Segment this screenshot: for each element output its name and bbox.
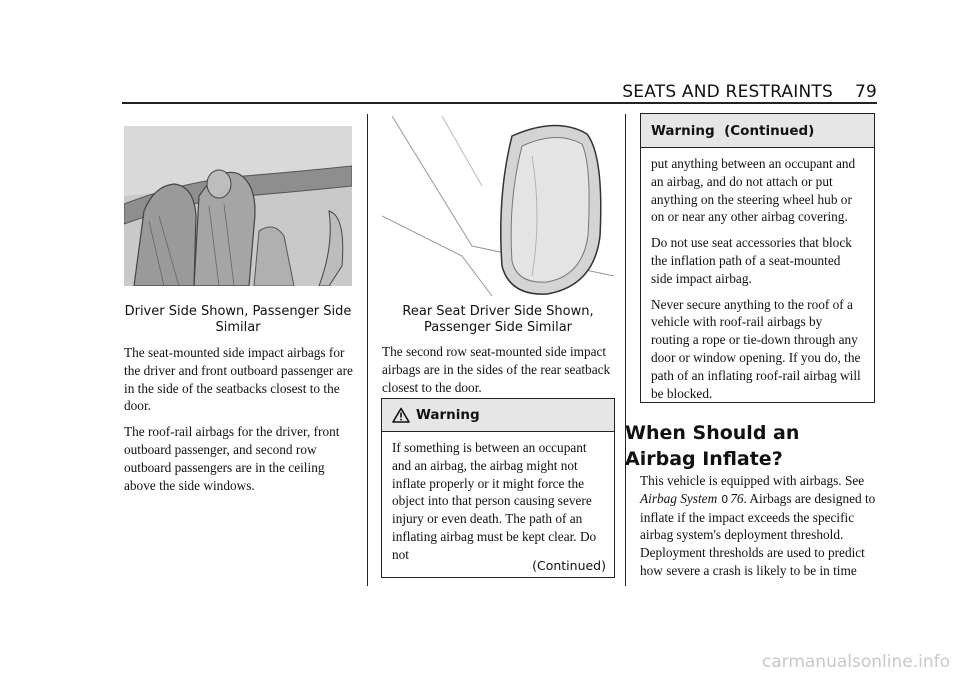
page-ref-symbol: 0 <box>721 492 729 506</box>
airbag-system-link[interactable]: Airbag System <box>640 490 718 506</box>
page-number: 79 <box>854 82 877 102</box>
front-seat-illustration <box>124 126 352 286</box>
figure-caption-rear: Rear Seat Driver Side Shown, Passenger Side Similar <box>402 304 594 335</box>
warning-continued-header <box>641 114 874 148</box>
figure-rear-seat-airbag <box>382 116 614 296</box>
rear-seat-illustration <box>382 116 614 296</box>
col1-body <box>124 344 356 502</box>
col3-body <box>640 472 876 588</box>
figure-front-seat-airbags <box>124 126 352 286</box>
watermark: carmanualsonline.info <box>761 652 950 672</box>
section-heading: When Should an Airbag Inflate? <box>625 422 800 470</box>
paragraph-roof-rail-airbags: The roof-rail airbags for the driver, front outboard passenger, and second row outboard passengers are in the ceiling above the side windows. <box>124 424 340 493</box>
warning-title: Warning <box>416 407 480 423</box>
warning-continued-body <box>641 148 874 402</box>
warning-continued-title: Warning (Continued) <box>651 122 815 139</box>
page-ref-number[interactable]: 76 <box>730 490 744 506</box>
column-divider-1 <box>367 114 368 586</box>
warning-continued-para-3: Never secure anything to the roof of a vehicle with roof-rail airbags by routing a rope or tie-down through any door or window opening. If you do, the path of an inflating roof-rail airbag will be blocked. <box>651 296 861 401</box>
page-header <box>122 82 877 102</box>
warning-continued-para-1: put anything between an occupant and an airbag, and do not attach or put anything on the steering wheel hub or on or near any other airbag covering. <box>651 156 856 225</box>
header-rule <box>122 102 877 104</box>
warning-body <box>382 432 614 564</box>
section-name: SEATS AND RESTRAINTS <box>622 82 833 102</box>
warning-continued-box <box>640 113 875 403</box>
column-divider-2 <box>625 114 626 586</box>
warning-box <box>381 398 615 578</box>
para-intro: This vehicle is equipped with airbags. See <box>640 473 865 488</box>
warning-text: If something is between an occupant and an airbag, the airbag might not inflate properly or it might force the object into that person causing severe injury or even death. The path of an inflating airbag must be kept clear. Do not <box>392 440 597 562</box>
paragraph-second-row: The second row seat-mounted side impact airbags are in the sides of the rear seatback closest to the door. <box>382 344 611 395</box>
continued-label: (Continued) <box>532 558 606 573</box>
para-rest: . Airbags are designed to inflate if the impact exceeds the specific airbag system's deployment threshold. Deployment thresholds are used to predict how severe a crash is likely to be in time <box>640 490 876 578</box>
figure-caption-front: Driver Side Shown, Passenger Side Similar <box>124 304 352 335</box>
paragraph-seat-airbags: The seat-mounted side impact airbags for the driver and front outboard passenger are in the side of the seatbacks closest to the door. <box>124 345 353 414</box>
warning-continued-para-2: Do not use seat accessories that block the inflation path of a seat-mounted side impact airbag. <box>651 235 852 286</box>
warning-header <box>382 399 614 432</box>
warning-triangle-icon <box>392 407 410 423</box>
paragraph-airbag-inflate <box>640 472 876 580</box>
